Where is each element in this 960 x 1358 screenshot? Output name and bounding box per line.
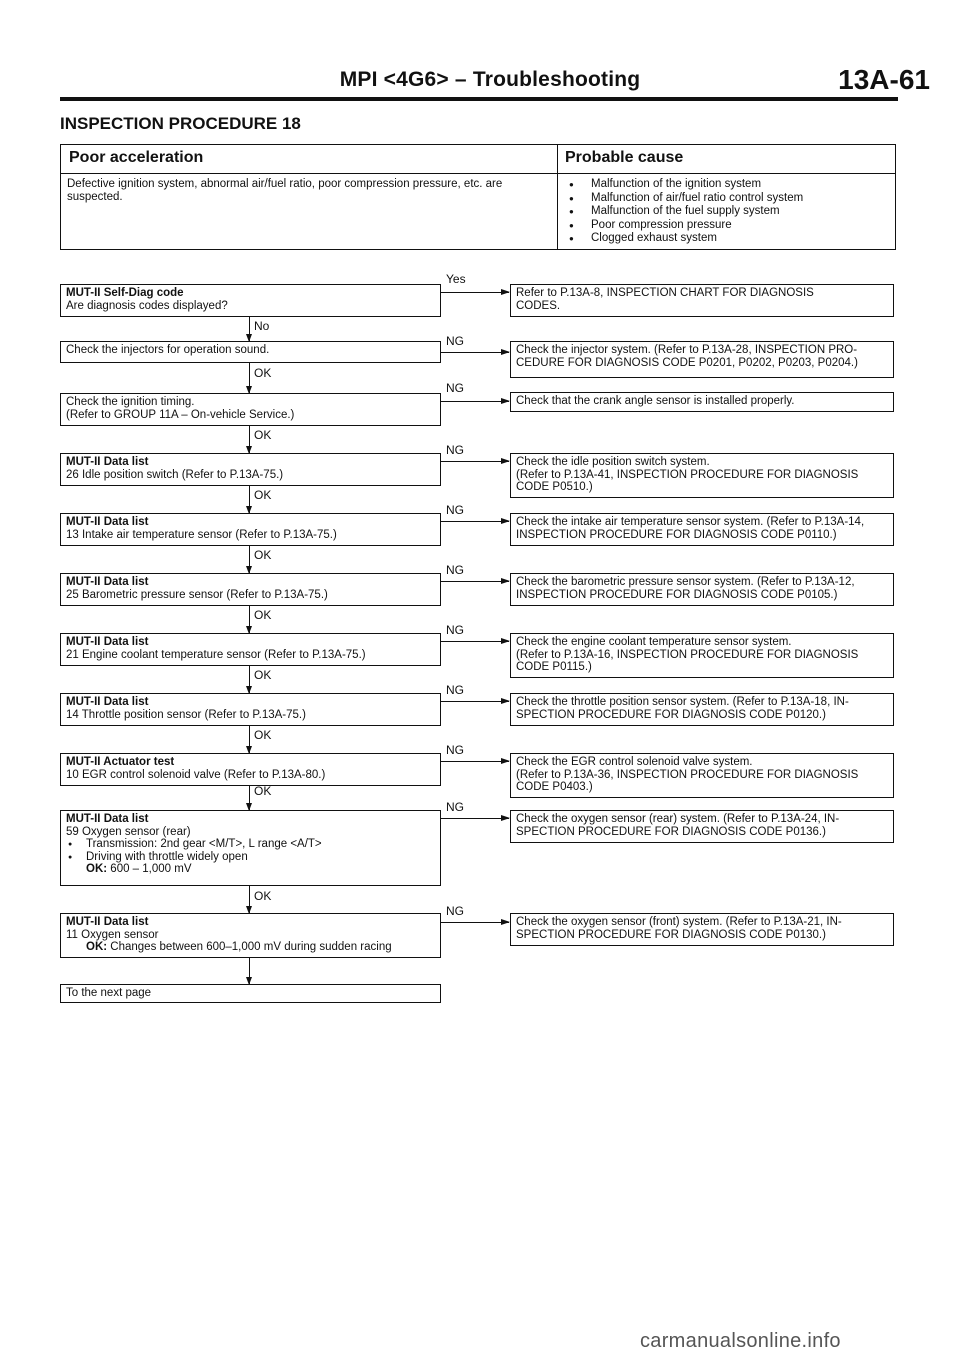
flow-label: OK [254,728,272,742]
branch-label: NG [446,443,464,457]
flow-arrow [249,363,250,393]
branch-arrow [441,292,509,293]
cause-item: ● Malfunction of air/fuel ratio control system [567,192,803,206]
result-text: Check the intake air temperature sensor system. (Refer to P.13A-14, [516,516,865,528]
ok-label: OK: [86,941,108,953]
flow-arrow [249,726,250,753]
flow-label: OK [254,784,272,798]
branch-arrow [441,581,509,582]
result-box-injector-system [510,341,894,378]
check-title: MUT-II Data list [66,636,149,648]
header-rule [60,97,898,101]
result-text: Check the oxygen sensor (front) system. (Refer to P.13A-21, IN- [516,916,842,928]
flow-label: OK [254,548,272,562]
condition-item: ● Transmission: 2nd gear <M/T>, L range <A/T> [66,838,435,851]
cause-item: ● Malfunction of the fuel supply system [567,205,803,219]
branch-arrow [441,922,509,923]
result-text: Check the injector system. (Refer to P.13A-28, INSPECTION PRO- [516,344,858,356]
cause-item: ● Malfunction of the ignition system [567,178,803,192]
table-divider [557,145,558,249]
branch-label: NG [446,904,464,918]
table-divider [61,173,895,174]
flow-arrow [249,486,250,513]
check-text: Check the ignition timing. [66,396,195,408]
check-text: (Refer to GROUP 11A – On-vehicle Service.) [66,408,295,421]
ok-value: 600 – 1,000 mV [110,863,192,875]
result-text: INSPECTION PROCEDURE FOR DIAGNOSIS CODE P0110.) [516,528,837,541]
flow-label: OK [254,608,272,622]
flow-arrow [249,786,250,810]
flow-label: OK [254,488,272,502]
branch-label: NG [446,334,464,348]
check-text: 11 Oxygen sensor [66,928,159,941]
watermark-text: carmanualsonline.info [640,1330,841,1352]
branch-label: Yes [446,272,466,286]
check-text: 59 Oxygen sensor (rear) [66,825,191,838]
result-text: (Refer to P.13A-36, INSPECTION PROCEDURE FOR DIAGNOSIS [516,768,859,781]
result-box-throttle-position [510,693,894,726]
check-text: 14 Throttle position sensor (Refer to P.13A-75.) [66,708,306,721]
branch-label: NG [446,623,464,637]
result-box-barometric-pressure [510,573,894,606]
result-text: CODE P0403.) [516,781,593,793]
branch-arrow [441,401,509,402]
check-box-barometric-pressure [60,573,441,606]
cause-item: ● Poor compression pressure [567,219,803,233]
flow-label: OK [254,428,272,442]
check-text: 10 EGR control solenoid valve (Refer to P.13A-80.) [66,768,326,781]
symptom-heading: Poor acceleration [69,149,204,166]
page-number: 13A-61 [838,64,930,95]
flow-label: OK [254,668,272,682]
result-text: CODES. [516,299,561,312]
check-title: MUT-II Data list [66,516,149,528]
check-box-self-diag [60,284,441,317]
probable-cause-list [567,178,803,246]
ok-criteria [66,941,435,954]
check-box-egr-solenoid [60,753,441,786]
branch-arrow [441,521,509,522]
branch-label: NG [446,381,464,395]
next-page-text: To the next page [66,987,152,999]
result-box-crank-angle-sensor [510,392,894,412]
check-box-throttle-position [60,693,441,726]
check-text: 21 Engine coolant temperature sensor (Refer to P.13A-75.) [66,648,366,661]
flow-arrow [249,958,250,984]
result-text: SPECTION PROCEDURE FOR DIAGNOSIS CODE P0120.) [516,708,826,721]
result-text: Check the idle position switch system. [516,456,710,468]
ok-value: Changes between 600–1,000 mV during sudden racing [110,941,392,953]
check-box-coolant-temp [60,633,441,666]
result-box-oxygen-sensor-front [510,913,894,946]
branch-arrow [441,818,509,819]
check-title: MUT-II Data list [66,813,149,825]
page-header-title: MPI <4G6> – Troubleshooting [339,68,641,91]
branch-label: NG [446,563,464,577]
result-text: CODE P0510.) [516,481,593,493]
symptom-cause-table [60,144,896,250]
result-text: (Refer to P.13A-16, INSPECTION PROCEDURE FOR DIAGNOSIS [516,648,859,661]
result-box-idle-position-switch [510,453,894,498]
result-text: INSPECTION PROCEDURE FOR DIAGNOSIS CODE P0105.) [516,588,838,601]
result-text: Check the EGR control solenoid valve system. [516,756,753,768]
check-box-oxygen-sensor-front [60,913,441,958]
branch-arrow [441,641,509,642]
result-text: CODE P0115.) [516,661,592,673]
check-title: MUT-II Data list [66,916,149,928]
check-title: MUT-II Data list [66,576,149,588]
branch-label: NG [446,743,464,757]
check-box-oxygen-sensor-rear [60,810,441,886]
flow-label: OK [254,366,272,380]
check-title: MUT-II Data list [66,456,149,468]
check-box-idle-position-switch [60,453,441,486]
result-box-egr-solenoid [510,753,894,798]
condition-item: ● Driving with throttle widely open [66,851,435,864]
flow-label: OK [254,889,272,903]
check-text: Are diagnosis codes displayed? [66,299,228,312]
flow-arrow [249,426,250,453]
check-text: 25 Barometric pressure sensor (Refer to P.13A-75.) [66,588,328,601]
result-text: SPECTION PROCEDURE FOR DIAGNOSIS CODE P0130.) [516,928,826,941]
check-box-ignition-timing [60,393,441,426]
check-title: MUT-II Self-Diag code [66,287,184,299]
flow-arrow [249,886,250,913]
result-text: Check the engine coolant temperature sensor system. [516,636,792,648]
flow-arrow [249,606,250,633]
flow-arrow [249,546,250,573]
procedure-title: INSPECTION PROCEDURE 18 [60,114,301,133]
next-page-box [60,984,441,1003]
ok-criteria [66,863,435,876]
result-box-diagnosis-chart [510,284,894,317]
ok-label: OK: [86,863,108,875]
symptom-description: Defective ignition system, abnormal air/fuel ratio, poor compression pressure, etc. are suspected. [67,178,503,203]
flow-arrow [249,317,250,341]
check-box-injectors [60,341,441,363]
result-box-oxygen-sensor-rear [510,810,894,843]
result-text: (Refer to P.13A-41, INSPECTION PROCEDURE FOR DIAGNOSIS [516,468,859,481]
check-text: 13 Intake air temperature sensor (Refer to P.13A-75.) [66,528,337,541]
result-text: Check the barometric pressure sensor system. (Refer to P.13A-12, [516,576,855,588]
branch-arrow [441,461,509,462]
branch-label: NG [446,800,464,814]
result-text: Refer to P.13A-8, INSPECTION CHART FOR DIAGNOSIS [516,287,814,299]
result-box-coolant-temp [510,633,894,678]
branch-arrow [441,701,509,702]
probable-cause-heading: Probable cause [565,149,684,166]
check-text: 26 Idle position switch (Refer to P.13A-75.) [66,468,284,481]
branch-arrow [441,352,509,353]
check-title: MUT-II Data list [66,696,149,708]
result-text: Check that the crank angle sensor is installed properly. [516,395,795,407]
result-box-intake-air-temp [510,513,894,546]
check-box-intake-air-temp [60,513,441,546]
result-text: Check the oxygen sensor (rear) system. (Refer to P.13A-24, IN- [516,813,840,825]
result-text: SPECTION PROCEDURE FOR DIAGNOSIS CODE P0136.) [516,825,826,838]
branch-arrow [441,761,509,762]
branch-label: NG [446,503,464,517]
flow-arrow [249,666,250,693]
check-title: MUT-II Actuator test [66,756,175,768]
flow-label: No [254,319,270,333]
branch-label: NG [446,683,464,697]
cause-item: ● Clogged exhaust system [567,232,803,246]
result-text: CEDURE FOR DIAGNOSIS CODE P0201, P0202, P0203, P0204.) [516,356,858,369]
result-text: Check the throttle position sensor system. (Refer to P.13A-18, IN- [516,696,849,708]
check-text: Check the injectors for operation sound. [66,344,270,356]
